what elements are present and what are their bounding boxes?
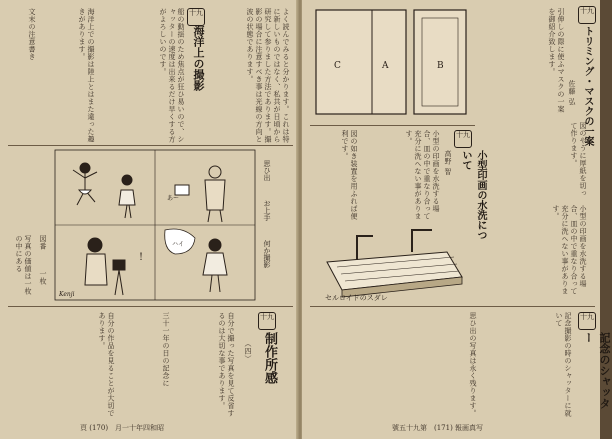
article-a-col2: 船の動揺のため焦点が狂ひ易いので、シャッターの速度は出来るだけ早くする方がよろしいのです。	[159, 8, 185, 143]
bottom-title-right: 記念のシャッター	[582, 332, 611, 409]
article-a-col4: 文末の注意書き	[28, 8, 36, 61]
left-footer: 頁 (170) 月一十年四和昭	[80, 424, 165, 432]
right-footer: 號五十九第 (171) 報画真写	[392, 424, 484, 432]
tray-label: セルロイドのスダレ	[325, 294, 388, 302]
dancer-figure	[73, 163, 97, 205]
bottom-col1-left: 自分で撮った写真を見て反省するのは大切な事であります。	[218, 312, 235, 417]
bottom-title-left: 制作所感	[262, 332, 277, 384]
bottom-sub-left: （四）	[244, 340, 252, 363]
bottom-badge-left: 十九	[258, 312, 276, 330]
article-b-col2: 図のやうに厚紙を切って作ります。	[570, 122, 587, 197]
comic-speech-2: ハイ	[172, 241, 185, 248]
photographer-figure	[85, 238, 125, 295]
article-c-author: 高野 智	[444, 150, 452, 176]
article-a-col1: よく読んでみると分かります。これは特に新しいものではなく、私共が日頃から研究して参りました方法であります。撮影の場合に注意すべき事は光線の方向と波の状態であります。	[246, 8, 290, 143]
child-figure	[119, 175, 135, 218]
article-b-col1: 引伸しの際に使ふマスクの一案を御紹介致します。	[548, 8, 565, 113]
girl-figure	[203, 239, 227, 292]
sidebar-label-1: 図番	[39, 235, 47, 250]
article-a-badge: 十九	[187, 8, 205, 26]
top-divider	[8, 145, 293, 146]
mask-diagram	[312, 6, 472, 118]
article-c-col2: 図の如き装置を用ふれば便利です。	[341, 130, 358, 220]
left-page	[0, 0, 298, 439]
article-b-title: トリミング・マスクの一案	[582, 26, 593, 146]
sidebar-text: 写真の価値は一枚の中にある	[15, 235, 32, 295]
diagram-label-b: B	[437, 61, 444, 71]
bottom-col2-right: 思ひ出の写真は永く残ります。	[469, 312, 477, 417]
wash-tray-diagram	[317, 222, 467, 302]
bottom-col1-right: 記念撮影の時のシャッターに就いて	[555, 312, 572, 417]
diagram-label-a: A	[382, 61, 389, 71]
bottom-badge-right: 十九	[578, 312, 596, 330]
article-c-title: 小型印画の水洗について	[460, 150, 486, 240]
article-b-author: 佐藤 弘	[568, 80, 576, 106]
comic-speech-1: !	[139, 252, 144, 263]
bottom-col3-left: 自分の作品を見ることが大切であります。	[98, 312, 115, 417]
comic-strip	[55, 150, 255, 300]
right-mid-divider	[310, 125, 475, 126]
article-a-title: 海洋上の撮影	[192, 25, 205, 91]
article-c-lower: 小型の印画を水洗する場合、皿の中で重なり合って充分に洗へない事があります。	[552, 205, 587, 295]
article-b-badge: 十九	[578, 6, 596, 24]
article-c-col1: 小型の印画を水洗する場合、皿の中で重なり合って充分に洗へない事があります。	[405, 130, 440, 220]
man-figure	[175, 166, 225, 222]
right-page	[302, 0, 611, 439]
comic-signature: Kenji	[59, 291, 75, 298]
comic-caption-1: 思ひ出	[263, 160, 271, 181]
comic-caption-2: お上手	[263, 200, 271, 221]
article-c-badge: 十九	[454, 130, 472, 148]
right-bottom-divider	[310, 306, 595, 307]
sidebar-label-2: 一枚	[39, 270, 47, 285]
bottom-divider	[8, 306, 293, 307]
article-a-col3: 海洋上での撮影は陸上とはまた違った趣きがあります。	[78, 8, 95, 143]
diagram-label-c: C	[334, 61, 341, 71]
comic-caption-3: 何か撮影	[263, 240, 271, 268]
bottom-col2-left: 三十一年の日の記念に	[162, 312, 170, 387]
comic-speech-3: あー	[167, 195, 180, 202]
